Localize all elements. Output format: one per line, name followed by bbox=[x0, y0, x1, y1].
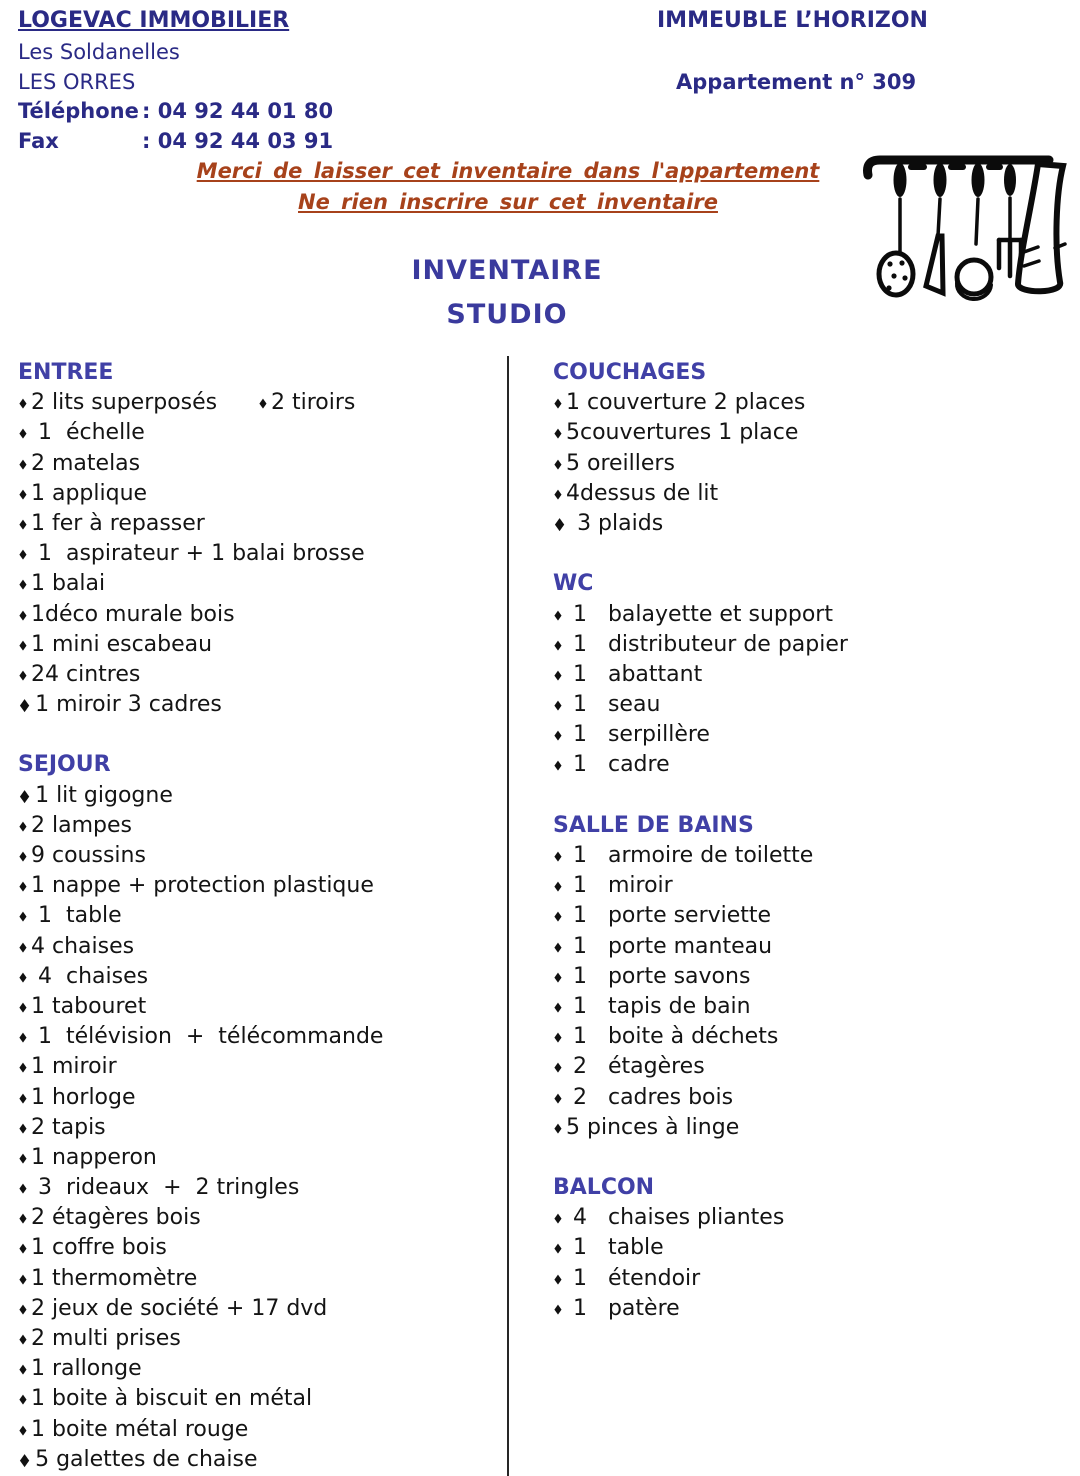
diamond-bullet-icon: ◆ bbox=[19, 456, 27, 472]
inventory-item bbox=[18, 1083, 503, 1113]
inventory-item bbox=[18, 1233, 503, 1263]
item-text: 1 échelle bbox=[31, 420, 145, 446]
item-text: 4dessus de lit bbox=[566, 480, 719, 506]
phone-number: : 04 92 44 01 80 bbox=[142, 99, 334, 123]
inventory-item bbox=[18, 690, 503, 720]
item-text: 1 boite à déchets bbox=[566, 1024, 779, 1050]
inventory-item bbox=[553, 1113, 1073, 1143]
diamond-bullet-icon: ◆ bbox=[554, 758, 562, 774]
inventory-item bbox=[553, 1083, 1073, 1113]
item-text: 1 horloge bbox=[31, 1084, 136, 1110]
inventory-item bbox=[18, 871, 503, 901]
inventory-item bbox=[18, 1173, 503, 1203]
diamond-bullet-icon: ◆ bbox=[19, 939, 27, 955]
diamond-bullet-icon: ◆ bbox=[19, 1241, 27, 1257]
section-spacer bbox=[553, 1143, 1073, 1173]
inventory-item bbox=[18, 600, 503, 630]
diamond-bullet-icon: ◆ bbox=[554, 667, 562, 683]
inventory-item bbox=[18, 1354, 503, 1384]
item-text: 1 serpillère bbox=[566, 722, 710, 748]
fax-label: Fax bbox=[18, 129, 59, 153]
item-text: 2 cadres bois bbox=[566, 1084, 734, 1110]
inventory-item bbox=[18, 449, 503, 479]
item-text: 1 patère bbox=[566, 1295, 680, 1321]
item-text: 1 télévision + télécommande bbox=[31, 1024, 384, 1050]
item-text: 1 thermomètre bbox=[31, 1265, 198, 1291]
diamond-bullet-icon: ◆ bbox=[19, 607, 27, 623]
diamond-bullet-icon: ◆ bbox=[19, 1332, 27, 1347]
diamond-bullet-icon: ◆ bbox=[19, 849, 27, 864]
section-heading-salle-de-bains: SALLE DE BAINS bbox=[553, 812, 754, 838]
diamond-bullet-icon: ◆ bbox=[19, 818, 27, 834]
diamond-bullet-icon: ◆ bbox=[554, 1301, 562, 1317]
diamond-bullet-icon: ◆ bbox=[554, 1241, 562, 1257]
diamond-bullet-icon: ◆ bbox=[19, 1271, 27, 1287]
item-text: 1 cadre bbox=[566, 752, 670, 778]
apartment-number: Appartement n° 309 bbox=[676, 70, 917, 94]
inventory-item bbox=[553, 871, 1073, 901]
title-line-2: STUDIO bbox=[446, 299, 568, 330]
inventory-item bbox=[18, 932, 503, 962]
inventory-item bbox=[18, 1264, 503, 1294]
inventory-item bbox=[18, 1415, 503, 1445]
item-text: 1 couverture 2 places bbox=[566, 390, 806, 416]
diamond-bullet-icon: ◆ bbox=[259, 396, 267, 412]
inventory-item bbox=[18, 660, 503, 690]
inventory-item bbox=[18, 1384, 503, 1414]
item-text: 1 table bbox=[31, 903, 122, 929]
section-heading-couchages: COUCHAGES bbox=[553, 360, 707, 385]
inventory-item bbox=[553, 750, 1073, 780]
section-heading-balcon: BALCON bbox=[553, 1175, 655, 1201]
inventory-item bbox=[18, 509, 503, 539]
item-text: 1 balayette et support bbox=[566, 601, 833, 627]
title-line-1: INVENTAIRE bbox=[411, 255, 603, 286]
item-text: 1 porte serviette bbox=[566, 903, 772, 929]
diamond-bullet-icon: ◆ bbox=[554, 456, 562, 472]
inventory-item bbox=[18, 1294, 503, 1324]
item-text: 2 tiroirs bbox=[271, 390, 356, 416]
item-text: 5 oreillers bbox=[566, 450, 675, 476]
diamond-bullet-icon: ◆ bbox=[19, 969, 27, 985]
diamond-bullet-icon: ◆ bbox=[554, 1090, 562, 1106]
diamond-bullet-icon: ◆ bbox=[554, 396, 562, 412]
item-text: 1 boite à biscuit en métal bbox=[31, 1386, 313, 1412]
diamond-bullet-icon: ◆ bbox=[19, 577, 27, 593]
diamond-bullet-icon: ◆ bbox=[554, 849, 562, 864]
item-text: 1 applique bbox=[31, 480, 148, 506]
item-text: 4 chaises bbox=[31, 933, 135, 959]
section-heading-wc: WC bbox=[553, 571, 594, 597]
diamond-bullet-icon: ◆ bbox=[554, 728, 562, 744]
diamond-bullet-icon: ◆ bbox=[19, 426, 27, 442]
item-text: 5 pinces à linge bbox=[566, 1114, 740, 1140]
inventory-item bbox=[18, 1052, 503, 1082]
diamond-bullet-icon: ◆ bbox=[19, 1060, 27, 1076]
item-text: 2 étagères bois bbox=[31, 1205, 201, 1231]
item-text: 1 balai bbox=[31, 571, 106, 597]
item-text: 2 étagères bbox=[566, 1054, 705, 1080]
diamond-bullet-icon: ◆ bbox=[19, 547, 27, 563]
item-text: 2 jeux de société + 17 dvd bbox=[31, 1295, 328, 1321]
diamond-bullet-icon: ◆ bbox=[19, 1090, 27, 1106]
inventory-item bbox=[553, 901, 1073, 931]
inventory-item bbox=[18, 962, 503, 992]
inventory-item bbox=[553, 418, 1073, 448]
diamond-bullet-icon: ◆ bbox=[554, 607, 562, 623]
inventory-item bbox=[553, 1264, 1073, 1294]
diamond-bullet-icon: ◆ bbox=[19, 396, 27, 412]
inventory-item bbox=[18, 781, 503, 811]
diamond-bullet-icon: ◆ bbox=[19, 667, 27, 683]
item-text: 2 multi prises bbox=[31, 1326, 181, 1351]
diamond-bullet-icon: ◆ bbox=[554, 1211, 562, 1227]
inventory-item bbox=[18, 418, 503, 448]
item-text: 4 chaises bbox=[31, 963, 149, 989]
item-text: 1 tabouret bbox=[31, 993, 147, 1019]
diamond-bullet-icon: ◆ bbox=[19, 785, 30, 806]
inventory-item bbox=[258, 388, 355, 419]
item-text: 1 coffre bois bbox=[31, 1235, 167, 1261]
item-text: 1 tapis de bain bbox=[566, 993, 751, 1019]
diamond-bullet-icon: ◆ bbox=[554, 939, 562, 955]
diamond-bullet-icon: ◆ bbox=[19, 1120, 27, 1136]
inventory-item bbox=[18, 1143, 503, 1173]
city-name: LES ORRES bbox=[18, 70, 136, 94]
item-text: 1 nappe + protection plastique bbox=[31, 873, 374, 899]
inventory-item bbox=[18, 811, 503, 841]
diamond-bullet-icon: ◆ bbox=[19, 516, 27, 532]
item-text: 3 rideaux + 2 tringles bbox=[31, 1175, 300, 1201]
section-spacer bbox=[18, 720, 503, 750]
fax-line bbox=[18, 129, 333, 153]
inventory-item bbox=[18, 569, 503, 599]
diamond-bullet-icon: ◆ bbox=[554, 513, 565, 534]
left-column bbox=[18, 358, 503, 1475]
item-text: 1 miroir 3 cadres bbox=[35, 692, 222, 718]
diamond-bullet-icon: ◆ bbox=[19, 1030, 27, 1046]
diamond-bullet-icon: ◆ bbox=[554, 909, 562, 925]
diamond-bullet-icon: ◆ bbox=[554, 999, 562, 1015]
diamond-bullet-icon: ◆ bbox=[554, 969, 562, 985]
item-text: 1déco murale bois bbox=[31, 601, 235, 627]
inventory-item bbox=[553, 449, 1073, 479]
item-text: 1 armoire de toilette bbox=[566, 843, 814, 868]
right-column bbox=[553, 358, 1073, 1324]
phone-label: Téléphone bbox=[18, 99, 139, 123]
item-text: 1 distributeur de papier bbox=[566, 631, 848, 657]
inventory-item bbox=[553, 1294, 1073, 1324]
column-divider bbox=[507, 356, 509, 1476]
item-text: 2 tapis bbox=[31, 1114, 106, 1140]
diamond-bullet-icon: ◆ bbox=[19, 637, 27, 653]
inventory-item bbox=[553, 690, 1073, 720]
item-text: 1 table bbox=[566, 1235, 664, 1261]
item-text: 1 miroir bbox=[31, 1054, 117, 1080]
diamond-bullet-icon: ◆ bbox=[19, 695, 30, 716]
item-text: 9 coussins bbox=[31, 843, 146, 868]
section-heading-entree: ENTREE bbox=[18, 360, 114, 385]
inventory-item bbox=[18, 630, 503, 660]
item-text: 1 seau bbox=[566, 692, 661, 718]
item-text: 1 napperon bbox=[31, 1144, 157, 1170]
item-text: 1 aspirateur + 1 balai brosse bbox=[31, 541, 365, 567]
inventory-item bbox=[18, 1445, 503, 1475]
inventory-item bbox=[553, 932, 1073, 962]
item-text: 1 boite métal rouge bbox=[31, 1416, 249, 1442]
diamond-bullet-icon: ◆ bbox=[19, 1150, 27, 1166]
item-text: 1 lit gigogne bbox=[35, 782, 173, 808]
item-text: 1 abattant bbox=[566, 661, 703, 687]
diamond-bullet-icon: ◆ bbox=[554, 1120, 562, 1136]
item-text: 1 étendoir bbox=[566, 1265, 701, 1291]
inventory-item bbox=[553, 479, 1073, 509]
section-spacer bbox=[553, 539, 1073, 569]
residence-name: Les Soldanelles bbox=[18, 40, 180, 64]
agency-name: LOGEVAC IMMOBILIER bbox=[18, 8, 290, 33]
diamond-bullet-icon: ◆ bbox=[554, 879, 562, 895]
phone-line bbox=[18, 99, 333, 123]
diamond-bullet-icon: ◆ bbox=[554, 637, 562, 653]
item-text: 3 plaids bbox=[570, 510, 664, 536]
item-text: 1 porte savons bbox=[566, 963, 751, 989]
notice-line-1: Merci de laisser cet inventaire dans l'appartement bbox=[196, 159, 820, 183]
inventory-item bbox=[18, 539, 503, 569]
inventory-item bbox=[18, 479, 503, 509]
notice-line-2: Ne rien inscrire sur cet inventaire bbox=[298, 190, 718, 214]
building-name: IMMEUBLE L’HORIZON bbox=[657, 8, 928, 33]
inventory-item bbox=[553, 388, 1073, 418]
inventory-item bbox=[553, 1052, 1073, 1082]
inventory-item bbox=[553, 600, 1073, 630]
inventory-item bbox=[18, 388, 503, 418]
diamond-bullet-icon: ◆ bbox=[19, 909, 27, 925]
inventory-item bbox=[18, 901, 503, 931]
inventory-item bbox=[553, 1203, 1073, 1233]
diamond-bullet-icon: ◆ bbox=[19, 1392, 27, 1408]
diamond-bullet-icon: ◆ bbox=[19, 879, 27, 895]
item-text: 2 lits superposés bbox=[31, 390, 218, 416]
inventory-item bbox=[553, 1233, 1073, 1263]
item-text: 24 cintres bbox=[31, 661, 141, 687]
diamond-bullet-icon: ◆ bbox=[19, 486, 27, 502]
diamond-bullet-icon: ◆ bbox=[554, 698, 562, 714]
item-text: 2 matelas bbox=[31, 450, 141, 476]
inventory-item bbox=[18, 1324, 503, 1354]
inventory-item bbox=[553, 841, 1073, 871]
section-spacer bbox=[553, 781, 1073, 811]
inventory-item bbox=[553, 660, 1073, 690]
inventory-item bbox=[553, 509, 1073, 539]
diamond-bullet-icon: ◆ bbox=[19, 999, 27, 1015]
inventory-item bbox=[553, 630, 1073, 660]
diamond-bullet-icon: ◆ bbox=[554, 426, 562, 442]
item-text: 1 fer à repasser bbox=[31, 510, 205, 536]
inventory-item bbox=[18, 1113, 503, 1143]
inventory-item bbox=[18, 1022, 503, 1052]
inventory-item bbox=[553, 962, 1073, 992]
section-heading-sejour: SEJOUR bbox=[18, 752, 111, 778]
diamond-bullet-icon: ◆ bbox=[554, 1060, 562, 1076]
item-text: 2 lampes bbox=[31, 812, 132, 838]
item-text: 1 porte manteau bbox=[566, 933, 773, 959]
diamond-bullet-icon: ◆ bbox=[19, 1301, 27, 1317]
document-title bbox=[0, 249, 1014, 337]
item-text: 4 chaises pliantes bbox=[566, 1205, 785, 1231]
inventory-item bbox=[18, 992, 503, 1022]
diamond-bullet-icon: ◆ bbox=[19, 1181, 27, 1197]
diamond-bullet-icon: ◆ bbox=[554, 1271, 562, 1287]
inventory-item bbox=[18, 1203, 503, 1233]
item-text: 1 rallonge bbox=[31, 1356, 142, 1382]
fax-number: : 04 92 44 03 91 bbox=[142, 129, 334, 153]
item-text: 5 galettes de chaise bbox=[35, 1446, 258, 1472]
diamond-bullet-icon: ◆ bbox=[19, 1449, 30, 1470]
item-text: 1 mini escabeau bbox=[31, 631, 213, 657]
item-text: 1 miroir bbox=[566, 873, 673, 899]
diamond-bullet-icon: ◆ bbox=[19, 1362, 27, 1378]
diamond-bullet-icon: ◆ bbox=[19, 1211, 27, 1227]
diamond-bullet-icon: ◆ bbox=[19, 1422, 27, 1438]
diamond-bullet-icon: ◆ bbox=[554, 1030, 562, 1046]
inventory-item bbox=[553, 720, 1073, 750]
inventory-item bbox=[553, 1022, 1073, 1052]
inventory-item bbox=[553, 992, 1073, 1022]
item-text: 5couvertures 1 place bbox=[566, 420, 799, 446]
diamond-bullet-icon: ◆ bbox=[554, 486, 562, 502]
inventory-item bbox=[18, 841, 503, 871]
